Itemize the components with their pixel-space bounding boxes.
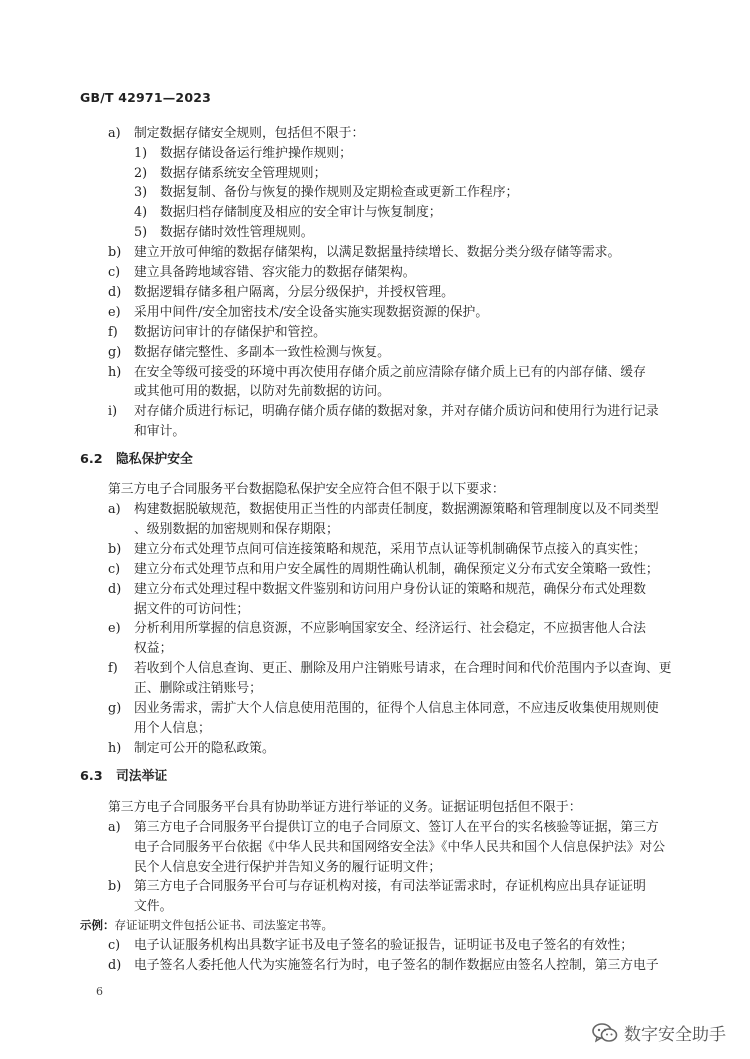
section-title: 隐私保护安全 <box>116 452 193 467</box>
list-item: 电子签名人委托他人代为实施签名行为时，电子签名的制作数据应由签名人控制，第三方电子 <box>134 958 659 973</box>
list-marker: i) <box>108 404 118 419</box>
list-item: 制定数据存储安全规则，包括但不限于： <box>134 126 365 141</box>
list-item-continuation: 电子合同服务平台依据《中华人民共和国网络安全法》《中华人民共和国个人信息保护法》对公 <box>134 840 666 855</box>
list-marker: g) <box>108 701 122 716</box>
list-item-continuation: 民个人信息安全进行保护并告知义务的履行证明文件； <box>134 860 442 875</box>
sublist-item: 数据存储时效性管理规则。 <box>160 225 314 240</box>
section-heading <box>80 769 167 785</box>
list-marker: h) <box>108 365 122 380</box>
list-item: 第三方电子合同服务平台提供订立的电子合同原文、签订人在平台的实名核验等证据，第三方 <box>134 820 659 835</box>
list-item: 因业务需求，需扩大个人信息使用范围的，征得个人信息主体同意，不应违反收集使用规则使 <box>134 701 659 716</box>
list-item: 数据存储完整性、多副本一致性检测与恢复。 <box>134 345 390 360</box>
list-item: 建立开放可伸缩的数据存储架构，以满足数据量持续增长、数据分类分级存储等需求。 <box>134 245 621 260</box>
sublist-marker: 1) <box>134 146 148 161</box>
example-text: 存证证明文件包括公证书、司法鉴定书等。 <box>114 918 333 932</box>
list-marker: c) <box>108 938 121 953</box>
document-code: GB/T 42971—2023 <box>80 90 212 105</box>
section-number: 6.3 <box>80 769 103 784</box>
list-item-continuation: 或其他可用的数据，以防对先前数据的访问。 <box>134 384 390 399</box>
list-marker: g) <box>108 345 122 360</box>
watermark <box>592 1020 726 1045</box>
page-number: 6 <box>96 985 103 998</box>
list-item-continuation: 文件。 <box>134 899 173 914</box>
list-item: 建立具备跨地域容错、容灾能力的数据存储架构。 <box>134 265 416 280</box>
list-marker: d) <box>108 285 122 300</box>
list-item-continuation: 、级别数据的加密规则和保存期限； <box>134 522 339 537</box>
list-marker: e) <box>108 621 121 636</box>
section-number: 6.2 <box>80 452 103 467</box>
list-item: 建立分布式处理节点和用户安全属性的周期性确认机制，确保预定义分布式安全策略一致性； <box>134 562 659 577</box>
list-marker: b) <box>108 879 122 894</box>
list-item: 第三方电子合同服务平台可与存证机构对接，有司法举证需求时，存证机构应出具存证证明 <box>134 879 646 894</box>
list-item: 电子认证服务机构出具数字证书及电子签名的验证报告，证明证书及电子签名的有效性； <box>134 938 634 953</box>
list-item: 分析利用所掌握的信息资源，不应影响国家安全、经济运行、社会稳定，不应损害他人合法 <box>134 621 646 636</box>
list-item: 对存储介质进行标记，明确存储介质存储的数据对象，并对存储介质访问和使用行为进行记录 <box>134 404 659 419</box>
list-item: 在安全等级可接受的环境中再次使用存储介质之前应清除存储介质上已有的内部存储、缓存 <box>134 365 646 380</box>
list-marker: a) <box>108 126 121 141</box>
list-item-continuation: 用个人信息； <box>134 721 211 736</box>
example-label: 示例： <box>80 918 115 932</box>
sublist-item: 数据存储系统安全管理规则； <box>160 166 327 181</box>
list-marker: a) <box>108 820 121 835</box>
list-marker: b) <box>108 542 122 557</box>
section-intro: 第三方电子合同服务平台具有协助举证方进行举证的义务。证据证明包括但不限于： <box>108 800 582 815</box>
section-intro: 第三方电子合同服务平台数据隐私保护安全应符合但不限于以下要求： <box>108 482 505 497</box>
sublist-item: 数据存储设备运行维护操作规则； <box>160 146 352 161</box>
list-item: 数据逻辑存储多租户隔离，分层分级保护，并授权管理。 <box>134 285 454 300</box>
list-marker: f) <box>108 661 118 676</box>
list-item: 建立分布式处理节点间可信连接策略和规范，采用节点认证等机制确保节点接入的真实性； <box>134 542 646 557</box>
sublist-item: 数据归档存储制度及相应的安全审计与恢复制度； <box>160 205 442 220</box>
example-note <box>80 918 333 933</box>
list-item-continuation: 据文件的可访问性； <box>134 602 250 617</box>
list-item: 采用中间件/安全加密技术/安全设备实施实现数据资源的保护。 <box>134 305 489 320</box>
watermark-text: 数字安全助手 <box>624 1025 726 1045</box>
list-item: 数据访问审计的存储保护和管控。 <box>134 325 326 340</box>
sublist-marker: 2) <box>134 166 148 181</box>
section-heading <box>80 452 193 468</box>
sublist-item: 数据复制、备份与恢复的操作规则及定期检查或更新工作程序； <box>160 185 519 200</box>
sublist-marker: 3) <box>134 185 148 200</box>
list-marker: f) <box>108 325 118 340</box>
list-marker: h) <box>108 741 122 756</box>
list-marker: e) <box>108 305 121 320</box>
wechat-icon <box>592 1022 618 1044</box>
list-marker: d) <box>108 582 122 597</box>
list-item-continuation: 正、删除或注销账号； <box>134 681 262 696</box>
list-item-continuation: 权益； <box>134 641 173 656</box>
list-item-continuation: 和审计。 <box>134 424 186 439</box>
list-marker: c) <box>108 562 121 577</box>
list-item: 制定可公开的隐私政策。 <box>134 741 275 756</box>
list-item: 建立分布式处理过程中数据文件鉴别和访问用户身份认证的策略和规范，确保分布式处理数 <box>134 582 646 597</box>
list-marker: a) <box>108 502 121 517</box>
sublist-marker: 4) <box>134 205 148 220</box>
list-item: 构建数据脱敏规范，数据使用正当性的内部责任制度，数据溯源策略和管理制度以及不同类型 <box>134 502 659 517</box>
list-marker: b) <box>108 245 122 260</box>
section-title: 司法举证 <box>116 769 168 784</box>
list-marker: d) <box>108 958 122 973</box>
list-item: 若收到个人信息查询、更正、删除及用户注销账号请求，在合理时间和代价范围内予以查询、更 <box>134 661 672 676</box>
list-marker: c) <box>108 265 121 280</box>
sublist-marker: 5) <box>134 225 148 240</box>
